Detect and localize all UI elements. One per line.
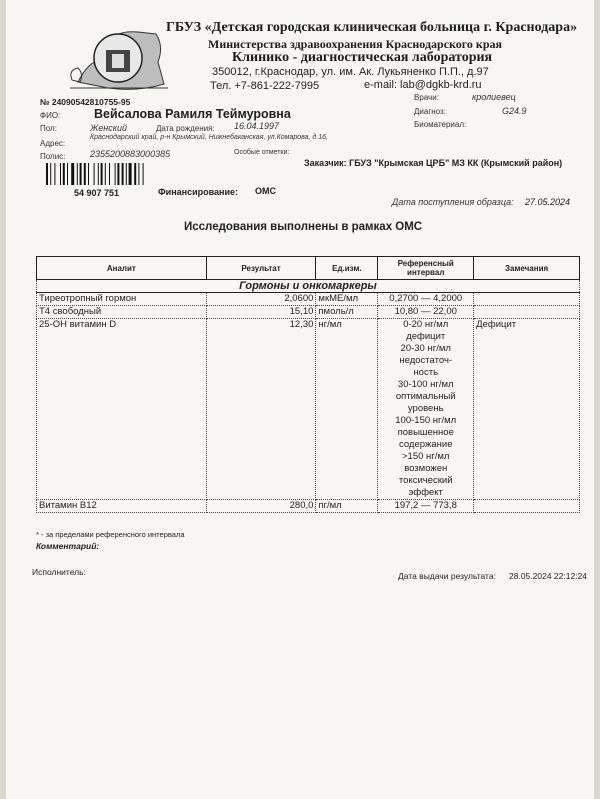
reference-line: 20-30 нг/мл [400,343,451,354]
table-header-row [37,257,580,280]
patient-address: Краснодарский край, р-н Крымский, Нижнебаканская, ул.Комарова, д.16, [90,134,328,141]
order-number: № 24090542810755-95 [40,97,131,107]
diagnosis-code: G24.9 [502,106,527,116]
remark-cell [474,500,580,513]
reference-cell [378,319,474,500]
column-header-remarks: Замечания [474,257,580,280]
analyte-cell: Тиреотропный гормон [37,293,207,306]
customer-line: Заказчик: ГБУЗ "Крымская ЦРБ" МЗ КК (Крымский район) [304,158,563,168]
group-title: Гормоны и онкомаркеры [37,280,580,293]
study-title: Исследования выполнены в рамках ОМС [184,221,423,233]
reference-line: содержание [398,439,453,450]
received-label: Дата поступления образца: [392,197,514,207]
table-row [37,293,580,306]
executor-label: Исполнитель: [32,567,86,577]
remark-cell [474,293,580,306]
unit-cell: пмоль/л [316,306,378,319]
received-date: 27.05.2024 [525,197,571,207]
ministry-name: Министерства здравоохранения Краснодарского края [208,37,502,51]
reference-cell: 0,2700 — 4,2000 [378,293,474,306]
issue-date-label: Дата выдачи результата: [398,571,496,581]
dob-label: Дата рождения: [156,124,215,133]
lab-name: Клинико - диагностическая лаборатория [232,50,493,65]
reference-line: 30-100 нг/мл [397,379,454,390]
barcode-icon [46,163,174,185]
lab-phone: Тел. +7-861-222-7995 [210,80,320,92]
column-header-result: Результат [206,257,316,280]
footnote: * - за пределами референсного интервала [36,530,185,539]
doctor-name: кролиевец [472,92,516,102]
lab-address: 350012, г.Краснодар, ул. им. Ак. Лукьяненко П.П., д.97 [212,66,489,78]
document-sheet [6,0,594,799]
reference-line: >150 нг/мл [402,451,450,462]
patient-sex: Женский [90,123,127,133]
reference-line: эффект [408,487,443,498]
result-cell: 280,0 [206,500,316,513]
sex-label: Пол: [40,124,57,133]
remark-cell: Дефицит [474,319,580,500]
hospital-logo-icon [68,22,172,96]
result-cell: 15,10 [206,306,316,319]
result-cell: 12,30 [206,319,316,500]
reference-line: возможен [404,463,448,474]
reference-cell: 197,2 — 773,8 [378,500,474,513]
table-row [37,306,580,319]
diagnosis-label: Диагноз: [414,107,446,116]
reference-line: токсический [398,475,453,486]
comments-label: Комментарий: [36,541,100,551]
remark-cell [474,306,580,319]
unit-cell: нг/мл [316,319,378,500]
analyte-cell: Витамин B12 [37,500,207,513]
result-cell: 2,0600 [206,293,316,306]
reference-line: ность [413,367,439,378]
patient-dob: 16.04.1997 [234,121,280,131]
analyte-cell: Т4 свободный [37,306,207,319]
column-header-unit: Ед.изм. [316,257,378,280]
doctor-label: Врачи: [414,93,439,102]
reference-line: оптимальный [395,391,456,402]
unit-cell: пг/мл [316,500,378,513]
reference-line: дефицит [406,331,446,342]
table-row [37,500,580,513]
biomaterial-label: Биоматериал: [414,120,467,129]
reference-cell: 10,80 — 22,00 [378,306,474,319]
column-header-analyte: Аналит [37,257,207,280]
reference-line: уровень [407,403,444,414]
analyte-cell: 25-OH витамин D [37,319,207,500]
financing-value: ОМС [255,186,276,196]
unit-cell: мкМЕ/мл [316,293,378,306]
financing-label: Финансирование: [158,187,239,197]
notes-label: Особые отметки: [234,149,290,156]
reference-line: повышенное [397,427,454,438]
reference-line: 0-20 нг/мл [403,319,449,330]
patient-name: Вейсалова Рамиля Теймуровна [94,107,291,121]
fio-label: ФИО: [40,111,61,120]
reference-line: 100-150 нг/мл [395,415,457,426]
table-group-row [37,280,580,293]
patient-policy: 2355200883000385 [90,149,171,159]
address-label: Адрес: [40,139,66,148]
lab-email: e-mail: lab@dgkb-krd.ru [364,79,482,91]
results-table [36,256,580,513]
reference-line: недостаточ- [399,355,453,366]
issue-date: 28.05.2024 22:12:24 [509,571,587,581]
policy-label: Полис: [40,152,66,161]
table-row [37,319,580,500]
barcode-number: 54 907 751 [74,188,120,198]
column-header-reference: Референсный интервал [378,257,474,280]
organization-name: ГБУЗ «Детская городская клиническая больница г. Краснодара» [166,20,578,35]
